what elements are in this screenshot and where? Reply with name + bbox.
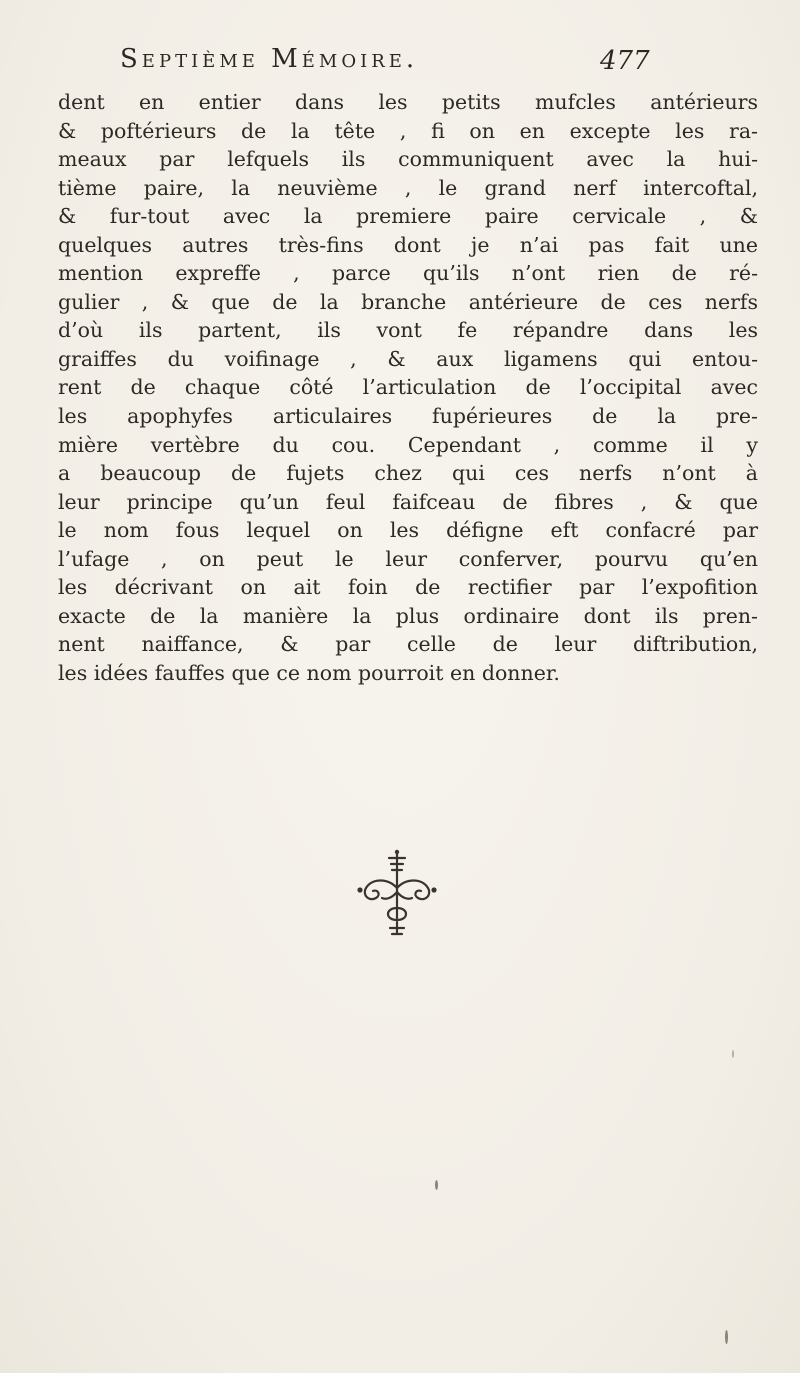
text-line: graiffes du voifinage , & aux ligamens qui entou- — [58, 346, 758, 371]
text-line: mention expreffe , parce qu’ils n’ont rien de ré- — [58, 261, 758, 286]
text-line: meaux par lefquels ils communiquent avec la hui- — [58, 147, 758, 172]
paper-speck — [435, 1180, 438, 1190]
text-line: & poftérieurs de la tête , fi on en excepte les ra- — [58, 118, 758, 143]
text-line: tième paire, la neuvième , le grand nerf intercoftal, — [58, 175, 758, 200]
text-line: quelques autres très-fins dont je n’ai pas fait une — [58, 232, 758, 257]
text-line: dent en entier dans les petits mufcles antérieurs — [58, 90, 758, 114]
text-line: l’ufage , on peut le leur conferver, pourvu qu’en — [58, 546, 758, 571]
paper-speck — [732, 1050, 734, 1058]
page-header — [120, 44, 680, 84]
text-line: nent naiffance, & par celle de leur diftribution, — [58, 632, 758, 657]
paper-speck — [725, 1330, 728, 1344]
text-line: les décrivant on ait foin de rectifier par l’expofition — [58, 575, 758, 600]
text-line: leur principe qu’un feul faifceau de fibres , & que — [58, 489, 758, 514]
text-line: les idées fauffes que ce nom pourroit en donner. — [58, 660, 560, 685]
page-number: 477 — [600, 46, 650, 76]
text-line: d’où ils partent, ils vont fe répandre dans les — [58, 318, 758, 343]
text-line: rent de chaque côté l’articulation de l’occipital avec — [58, 375, 758, 400]
text-line: & fur-tout avec la premiere paire cervicale , & — [58, 204, 758, 229]
text-line: exacte de la manière la plus ordinaire dont ils pren- — [58, 603, 758, 628]
running-title: Septième Mémoire. — [120, 44, 419, 74]
fleuron-icon — [352, 848, 442, 940]
text-line: mière vertèbre du cou. Cependant , comme il y — [58, 432, 758, 457]
text-line: le nom fous lequel on les défigne eft confacré par — [58, 518, 758, 543]
body-text — [58, 88, 758, 687]
text-line: a beaucoup de fujets chez qui ces nerfs n’ont à — [58, 461, 758, 486]
text-line: gulier , & que de la branche antérieure de ces nerfs — [58, 289, 758, 314]
text-line: les apophyfes articulaires fupérieures de la pre- — [58, 404, 758, 429]
